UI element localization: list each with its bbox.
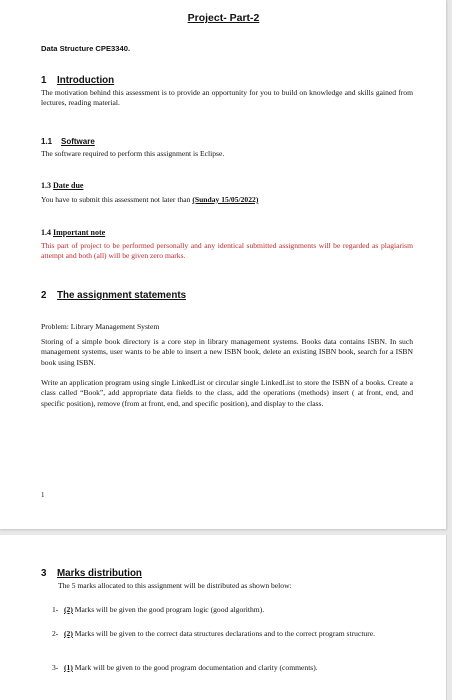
section-1-3-heading bbox=[41, 181, 83, 190]
section-1-1-heading bbox=[41, 137, 95, 146]
section-number: 3 bbox=[41, 568, 47, 579]
marks-item bbox=[52, 629, 417, 651]
problem-title: Problem: Library Management System bbox=[41, 322, 160, 331]
marks-points: (2) bbox=[64, 605, 73, 614]
marks-description: Marks will be given to the correct data structures declarations and to the correct program structure. bbox=[72, 629, 376, 638]
section-1-3-body bbox=[41, 195, 413, 205]
section-number: 2 bbox=[41, 290, 47, 301]
due-text: You have to submit this assessment not later than bbox=[41, 195, 193, 204]
list-marker: 1- bbox=[52, 605, 59, 614]
section-number: 1 bbox=[41, 75, 47, 86]
section-number: 1.1 bbox=[41, 137, 53, 146]
marks-item-text bbox=[64, 629, 411, 639]
list-marker: 3- bbox=[52, 663, 59, 672]
section-title: The assignment statements bbox=[57, 290, 187, 301]
due-date: (Sunday 15/05/2022) bbox=[192, 195, 259, 204]
section-2-heading bbox=[41, 290, 186, 301]
section-3-heading bbox=[41, 568, 142, 579]
marks-item bbox=[52, 663, 417, 675]
marks-description: Mark will be given to the good program documentation and clarity (comments). bbox=[72, 663, 318, 672]
important-note-body: This part of project to be performed personally and any identical submitted assignments will be regarded as plagiarism attempt and both (all) will be given zero marks. bbox=[41, 241, 413, 261]
section-number: 1.4 bbox=[41, 228, 51, 237]
section-title: Software bbox=[61, 137, 95, 146]
marks-points: (1) bbox=[64, 663, 73, 672]
section-1-4-heading bbox=[41, 228, 105, 237]
list-marker: 2- bbox=[52, 629, 59, 638]
section-title: Marks distribution bbox=[57, 568, 142, 579]
marks-item-text bbox=[64, 605, 411, 615]
marks-item bbox=[52, 605, 417, 617]
section-number: 1.3 bbox=[41, 181, 51, 190]
course-name: Data Structure CPE3340. bbox=[41, 44, 131, 53]
marks-points: (2) bbox=[64, 629, 73, 638]
section-1-body: The motivation behind this assessment is to provide an opportunity for you to build on knowledge and skills gained from lectures, reading material. bbox=[41, 88, 413, 108]
section-1-heading bbox=[41, 75, 114, 86]
section-1-1-body: The software required to perform this assignment is Eclipse. bbox=[41, 149, 225, 158]
problem-paragraph-2: Write an application program using single LinkedList or circular single LinkedList to store the ISBN of a books. Create a class called “Book”, add appropriate data fields to the class, add the operations (methods) insert ( at front, end, and specific position), remove (from at front, end, and specific position), and display to the class. bbox=[41, 378, 413, 408]
page-title: Project- Part-2 bbox=[187, 12, 260, 24]
section-title: Important note bbox=[53, 228, 106, 237]
section-title: Date due bbox=[53, 181, 84, 190]
document-page-2 bbox=[0, 535, 447, 700]
problem-paragraph-1: Storing of a simple book directory is a core step in library management systems. Books data contains ISBN. In such management systems, user wants to be able to insert a new ISBN book, delete an existing ISBN book, search for a ISBN book using ISBN. bbox=[41, 337, 413, 367]
page-number: 1 bbox=[41, 491, 45, 499]
section-title: Introduction bbox=[57, 75, 115, 86]
marks-intro: The 5 marks allocated to this assignment will be distributed as shown below: bbox=[58, 581, 292, 590]
marks-description: Marks will be given the good program logic (good algorithm). bbox=[72, 605, 265, 614]
marks-item-text bbox=[64, 663, 411, 673]
